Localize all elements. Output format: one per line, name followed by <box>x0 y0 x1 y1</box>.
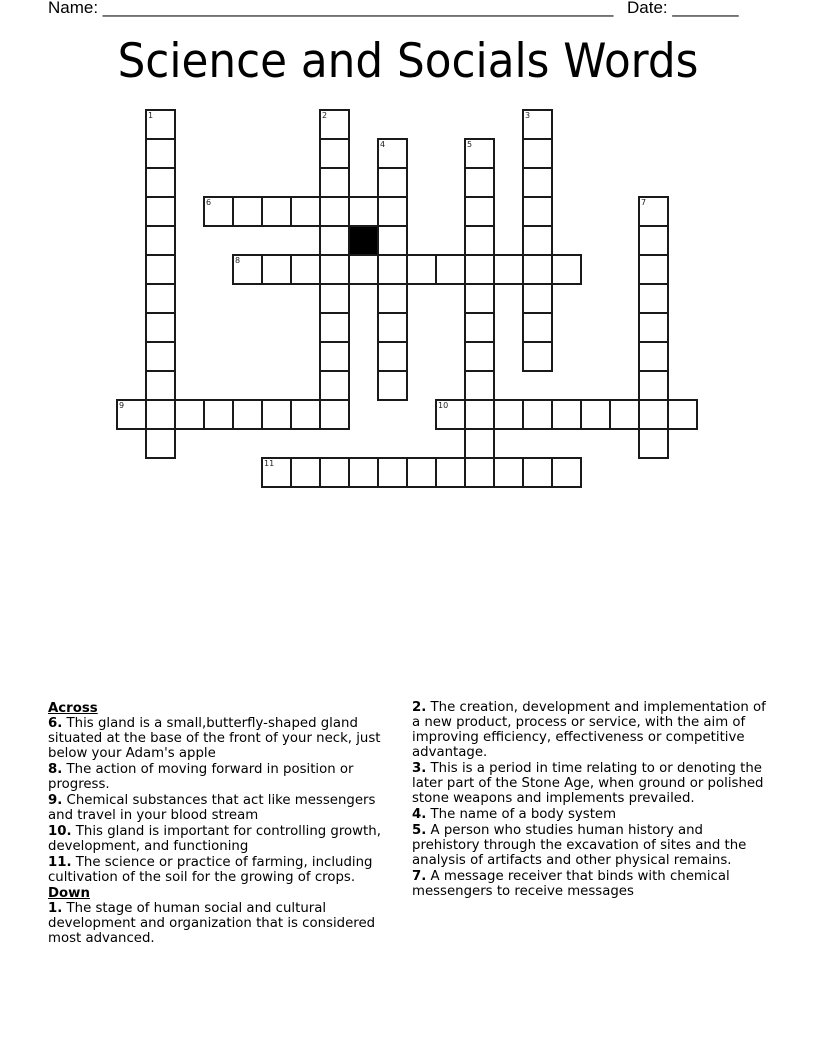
clue-down-7 <box>412 869 772 899</box>
crossword-cell[interactable] <box>464 457 495 488</box>
crossword-cell[interactable] <box>377 167 408 198</box>
crossword-cell[interactable] <box>145 283 176 314</box>
crossword-cell[interactable] <box>203 196 234 227</box>
crossword-cell[interactable] <box>174 399 205 430</box>
clue-down-4 <box>412 807 772 822</box>
crossword-cell[interactable] <box>145 428 176 459</box>
crossword-cell[interactable] <box>435 254 466 285</box>
crossword-cell[interactable] <box>551 399 582 430</box>
clue-number: 8. <box>48 762 63 777</box>
crossword-cell[interactable] <box>377 457 408 488</box>
cell-number: 9 <box>119 401 125 410</box>
crossword-cell[interactable] <box>464 341 495 372</box>
crossword-cell[interactable] <box>377 225 408 256</box>
crossword-cell[interactable] <box>145 167 176 198</box>
crossword-cell[interactable] <box>145 254 176 285</box>
clue-down-5 <box>412 823 772 868</box>
crossword-cell[interactable] <box>145 399 176 430</box>
cell-number: 6 <box>206 198 212 207</box>
clue-number: 2. <box>412 700 427 715</box>
crossword-cell[interactable] <box>464 399 495 430</box>
crossword-cell[interactable] <box>464 138 495 169</box>
crossword-cell[interactable] <box>522 167 553 198</box>
crossword-cell[interactable] <box>522 109 553 140</box>
crossword-cell[interactable] <box>232 254 263 285</box>
crossword-cell[interactable] <box>522 138 553 169</box>
clue-text: The stage of human social and cultural development and organization that is considered most advanced. <box>48 901 376 946</box>
crossword-cell[interactable] <box>609 399 640 430</box>
crossword-cell[interactable] <box>522 399 553 430</box>
clue-text: The science or practice of farming, including cultivation of the soil for the growing of crops. <box>48 855 373 885</box>
page-title: Science and Socials Words <box>117 34 699 89</box>
crossword-cell[interactable] <box>261 399 292 430</box>
crossword-cell[interactable] <box>522 341 553 372</box>
clue-number: 11. <box>48 855 72 870</box>
crossword-cell[interactable] <box>464 428 495 459</box>
crossword-cell[interactable] <box>261 196 292 227</box>
crossword-cell[interactable] <box>464 254 495 285</box>
crossword-cell[interactable] <box>232 196 263 227</box>
crossword-cell[interactable] <box>348 196 379 227</box>
crossword-cell[interactable] <box>638 283 669 314</box>
crossword-cell[interactable] <box>435 457 466 488</box>
crossword-cell[interactable] <box>493 457 524 488</box>
date-field-label[interactable]: Date: _______ <box>627 0 739 17</box>
clue-text: Chemical substances that act like messengers and travel in your blood stream <box>48 793 376 823</box>
crossword-cell[interactable] <box>319 457 350 488</box>
crossword-cell[interactable] <box>145 196 176 227</box>
crossword-cell[interactable] <box>319 399 350 430</box>
crossword-cell[interactable] <box>464 312 495 343</box>
clue-across-11 <box>48 855 398 885</box>
cell-number: 3 <box>525 111 531 120</box>
crossword-cell[interactable] <box>319 138 350 169</box>
clue-down-3 <box>412 761 772 806</box>
cell-number: 7 <box>641 198 647 207</box>
crossword-cell[interactable] <box>261 457 292 488</box>
crossword-cell[interactable] <box>551 254 582 285</box>
crossword-cell[interactable] <box>638 428 669 459</box>
crossword-cell[interactable] <box>145 312 176 343</box>
crossword-cell[interactable] <box>435 399 466 430</box>
clue-text: A message receiver that binds with chemical messengers to receive messages <box>412 869 730 899</box>
crossword-cell[interactable] <box>348 457 379 488</box>
crossword-cell[interactable] <box>319 225 350 256</box>
crossword-cell[interactable] <box>377 370 408 401</box>
crossword-cell[interactable] <box>319 254 350 285</box>
crossword-cell[interactable] <box>406 254 437 285</box>
crossword-cell[interactable] <box>319 312 350 343</box>
clue-text: This gland is a small,butterfly-shaped gland situated at the base of the front of your neck, just below your Adam's apple <box>48 716 381 761</box>
cell-number: 2 <box>322 111 328 120</box>
crossword-cell[interactable] <box>145 370 176 401</box>
clue-number: 5. <box>412 823 427 838</box>
crossword-cell[interactable] <box>522 283 553 314</box>
crossword-cell[interactable] <box>464 167 495 198</box>
clue-across-9 <box>48 793 398 823</box>
crossword-cell[interactable] <box>348 254 379 285</box>
crossword-cell[interactable] <box>319 109 350 140</box>
crossword-cell[interactable] <box>667 399 698 430</box>
clue-across-10 <box>48 824 398 854</box>
clue-text: The creation, development and implementation of a new product, process or service, with the aim of improving efficiency, effectiveness or competitive advantage. <box>412 700 766 760</box>
crossword-cell[interactable] <box>261 254 292 285</box>
cell-number: 10 <box>438 401 449 410</box>
crossword-cell[interactable] <box>638 196 669 227</box>
clue-number: 10. <box>48 824 72 839</box>
crossword-cell[interactable] <box>638 370 669 401</box>
clue-number: 7. <box>412 869 427 884</box>
worksheet-header <box>48 0 748 18</box>
cell-number: 4 <box>380 140 386 149</box>
crossword-cell[interactable] <box>377 138 408 169</box>
clue-text: The name of a body system <box>430 807 617 822</box>
across-heading: Across <box>48 701 98 716</box>
crossword-cell[interactable] <box>522 196 553 227</box>
crossword-cell[interactable] <box>464 225 495 256</box>
crossword-cell[interactable] <box>290 254 321 285</box>
crossword-cell[interactable] <box>319 370 350 401</box>
crossword-cell[interactable] <box>638 399 669 430</box>
crossword-cell[interactable] <box>116 399 147 430</box>
clue-number: 4. <box>412 807 427 822</box>
clues-column-right <box>412 700 772 900</box>
clue-text: The action of moving forward in position or progress. <box>48 762 354 792</box>
crossword-cell[interactable] <box>638 254 669 285</box>
clue-text: This is a period in time relating to or denoting the later part of the Stone Age, when ground or polished stone weapons and implements prevailed. <box>412 761 764 806</box>
crossword-cell[interactable] <box>232 399 263 430</box>
cell-number: 1 <box>148 111 154 120</box>
crossword-cell[interactable] <box>319 283 350 314</box>
down-heading: Down <box>48 886 90 901</box>
cell-number: 8 <box>235 256 241 265</box>
clue-number: 1. <box>48 901 63 916</box>
clue-number: 3. <box>412 761 427 776</box>
crossword-cell[interactable] <box>638 225 669 256</box>
crossword-cell[interactable] <box>377 283 408 314</box>
clue-down-1 <box>48 901 398 946</box>
crossword-cell[interactable] <box>290 457 321 488</box>
crossword-cell[interactable] <box>377 341 408 372</box>
crossword-cell[interactable] <box>203 399 234 430</box>
crossword-cell[interactable] <box>580 399 611 430</box>
crossword-cell[interactable] <box>522 312 553 343</box>
clue-number: 6. <box>48 716 63 731</box>
crossword-cell[interactable] <box>377 312 408 343</box>
crossword-cell[interactable] <box>290 399 321 430</box>
crossword-cell[interactable] <box>145 138 176 169</box>
crossword-cell[interactable] <box>377 254 408 285</box>
clue-across-6 <box>48 716 398 761</box>
clue-text: This gland is important for controlling growth, development, and functioning <box>48 824 381 854</box>
cell-number: 5 <box>467 140 473 149</box>
crossword-cell[interactable] <box>464 370 495 401</box>
crossword-grid <box>117 110 717 490</box>
crossword-cell[interactable] <box>638 312 669 343</box>
clue-across-8 <box>48 762 398 792</box>
crossword-cell[interactable] <box>377 196 408 227</box>
crossword-cell[interactable] <box>145 225 176 256</box>
crossword-cell[interactable] <box>319 196 350 227</box>
crossword-cell[interactable] <box>522 225 553 256</box>
clue-text: A person who studies human history and prehistory through the excavation of sites and the analysis of artifacts and other physical remains. <box>412 823 747 868</box>
cell-number: 11 <box>264 459 275 468</box>
crossword-cell[interactable] <box>522 254 553 285</box>
crossword-cell[interactable] <box>522 457 553 488</box>
crossword-cell[interactable] <box>551 457 582 488</box>
crossword-cell[interactable] <box>145 109 176 140</box>
crossword-cell[interactable] <box>319 341 350 372</box>
crossword-cell[interactable] <box>319 167 350 198</box>
clues-column-left <box>48 700 398 947</box>
clue-number: 9. <box>48 793 63 808</box>
clue-down-2 <box>412 700 772 760</box>
crossword-cell[interactable] <box>493 399 524 430</box>
crossword-cell[interactable] <box>493 254 524 285</box>
crossword-cell[interactable] <box>290 196 321 227</box>
crossword-cell[interactable] <box>638 341 669 372</box>
crossword-cell[interactable] <box>406 457 437 488</box>
name-field-label[interactable]: Name: ______________________________________________________ <box>48 0 614 17</box>
black-cell <box>348 225 379 256</box>
crossword-cell[interactable] <box>464 196 495 227</box>
crossword-cell[interactable] <box>464 283 495 314</box>
crossword-cell[interactable] <box>145 341 176 372</box>
